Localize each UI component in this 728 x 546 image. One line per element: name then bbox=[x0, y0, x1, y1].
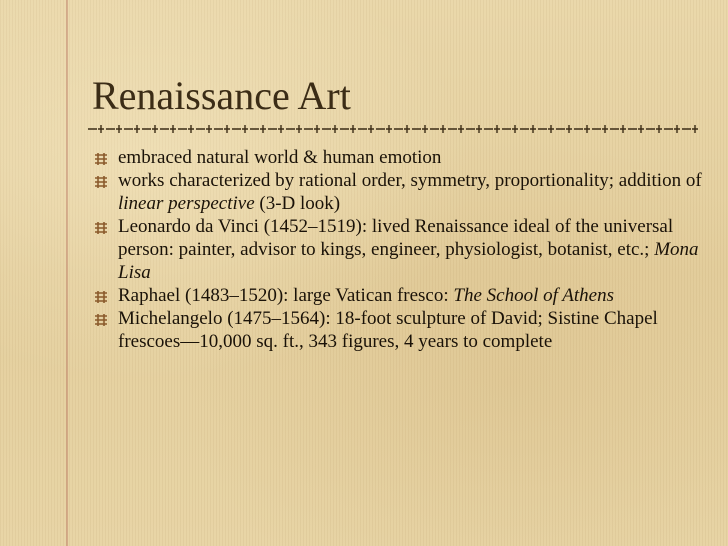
slide-title: Renaissance Art bbox=[92, 73, 351, 118]
bullet-emphasis: The School of Athens bbox=[453, 285, 614, 306]
parchment-bullet-icon bbox=[94, 313, 108, 327]
bullet-text-after: (3-D look) bbox=[254, 193, 341, 214]
bullet-item-3 bbox=[92, 215, 702, 284]
bullet-emphasis: Mona Lisa bbox=[118, 239, 699, 283]
bullet-emphasis: linear perspective bbox=[118, 193, 255, 214]
bullet-item-1 bbox=[92, 146, 702, 169]
bullet-text-before: works characterized by rational order, symmetry, proportionality; addition of bbox=[118, 170, 702, 191]
divider-path bbox=[88, 125, 698, 133]
bullet-item-5 bbox=[92, 307, 702, 353]
title-divider bbox=[88, 122, 700, 136]
bullet-text-before: Michelangelo (1475–1564): 18-foot sculpture of David; Sistine Chapel frescoes—10,000 sq. ft., 343 figures, 4 years to complete bbox=[118, 308, 658, 352]
bullet-item-4 bbox=[92, 284, 702, 307]
bullet-text-before: embraced natural world & human emotion bbox=[118, 147, 442, 168]
margin-line bbox=[66, 0, 68, 546]
parchment-bullet-icon bbox=[94, 290, 108, 304]
bullet-item-2 bbox=[92, 169, 702, 215]
bullet-list bbox=[92, 146, 702, 353]
bullet-text-before: Raphael (1483–1520): large Vatican fresco: bbox=[118, 285, 454, 306]
parchment-bullet-icon bbox=[94, 221, 108, 235]
parchment-bullet-icon bbox=[94, 175, 108, 189]
bullet-text-before: Leonardo da Vinci (1452–1519): lived Renaissance ideal of the universal person: painter, advisor to kings, engineer, physiologist, botanist, etc.; bbox=[118, 216, 674, 260]
parchment-bullet-icon bbox=[94, 152, 108, 166]
